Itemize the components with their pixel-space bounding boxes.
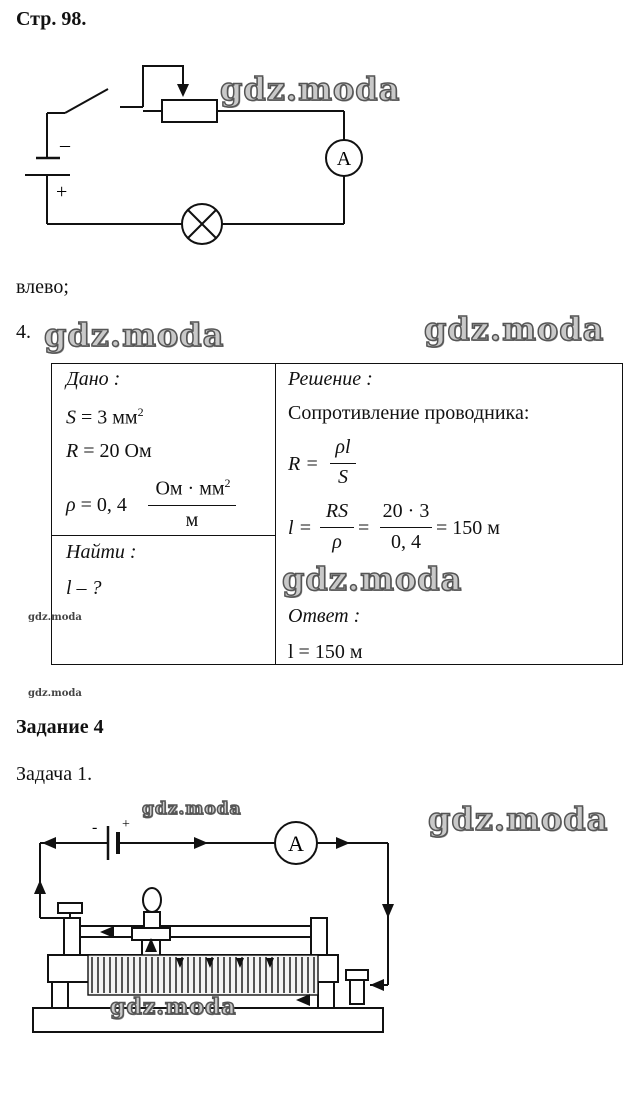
resistivity-unit-numerator [148, 476, 238, 501]
ammeter-label: A [336, 148, 352, 170]
given-resistance [66, 439, 152, 463]
fraction-bar [380, 527, 432, 528]
arrow-left-icon [370, 979, 384, 991]
arrow-right-icon [336, 837, 350, 849]
formula2-lhs: l = [288, 517, 313, 539]
find-length: l – ? [66, 577, 102, 599]
formula2-numerator1: RS [325, 500, 349, 522]
resistivity-unit-denominator: м [185, 509, 199, 531]
rheostat [162, 100, 217, 122]
page-header: Стр. 98. [16, 8, 87, 30]
given-area-exponent: 2 [137, 405, 144, 419]
resistivity-unit-exponent: 2 [224, 476, 231, 490]
given-resistance-symbol: R [66, 440, 79, 462]
watermark: gdz.moda [142, 799, 242, 819]
given-area [66, 400, 144, 430]
given-resistivity-symbol: ρ [66, 494, 76, 516]
ammeter-label: A [288, 831, 304, 856]
fraction-bar [330, 463, 356, 464]
solution-title: Решение : [288, 368, 373, 390]
answer-previous: влево; [16, 276, 69, 298]
answer-title: Ответ : [288, 605, 361, 627]
formula1-numerator: ρl [335, 436, 351, 458]
watermark: gdz.moda [428, 800, 609, 838]
formula1-lhs: R = [288, 453, 319, 475]
fraction-bar [148, 505, 236, 506]
battery-minus-label: – [60, 134, 70, 156]
battery-plus-label: + [122, 817, 130, 832]
watermark: gdz.moda [44, 316, 225, 354]
arrow-left-icon [42, 837, 56, 849]
formula2-result: = 150 м [436, 517, 500, 539]
table-vertical-divider [275, 364, 276, 664]
battery-minus-label: - [92, 819, 98, 836]
table-horizontal-divider [52, 535, 275, 536]
given-title: Дано : [66, 368, 121, 390]
switch-lever [65, 89, 108, 113]
arrow-left-icon [296, 994, 310, 1006]
rheostat-coil [88, 955, 318, 995]
battery-plus-label: + [56, 181, 68, 203]
solution-text: Сопротивление проводника: [288, 402, 530, 424]
resistivity-unit-num-text: Ом · мм [155, 477, 225, 500]
arrow-up-icon [34, 880, 46, 894]
watermark: gdz.moda [220, 70, 401, 108]
given-area-symbol: S [66, 406, 76, 429]
fraction-bar [320, 527, 354, 528]
given-resistivity-value: = 0, 4 [80, 494, 127, 516]
arrow-down-icon [382, 904, 394, 918]
find-title: Найти : [66, 541, 137, 563]
arrow-right-icon [194, 837, 208, 849]
problem-title: Задача 1. [16, 763, 93, 785]
formula2-denominator1: ρ [332, 531, 342, 553]
watermark: gdz.moda [424, 310, 605, 348]
watermark: gdz.moda [28, 612, 82, 623]
task-number: 4. [16, 321, 31, 343]
formula1-denominator: S [338, 466, 348, 488]
given-area-value: = 3 мм [81, 406, 138, 429]
section-title: Задание 4 [16, 716, 104, 738]
formula2-equals: = [358, 517, 370, 539]
given-resistivity [66, 493, 127, 517]
watermark: gdz.moda [282, 560, 463, 598]
watermark: gdz.moda [28, 688, 82, 699]
answer-value: l = 150 м [288, 641, 363, 663]
given-resistance-value: = 20 Ом [83, 440, 152, 462]
formula2-denominator2: 0, 4 [391, 531, 421, 553]
formula2-numerator2: 20 · 3 [382, 500, 430, 522]
slider-knob [143, 888, 161, 912]
watermark: gdz.moda [110, 994, 237, 1020]
slider-arrow-icon [177, 84, 189, 97]
